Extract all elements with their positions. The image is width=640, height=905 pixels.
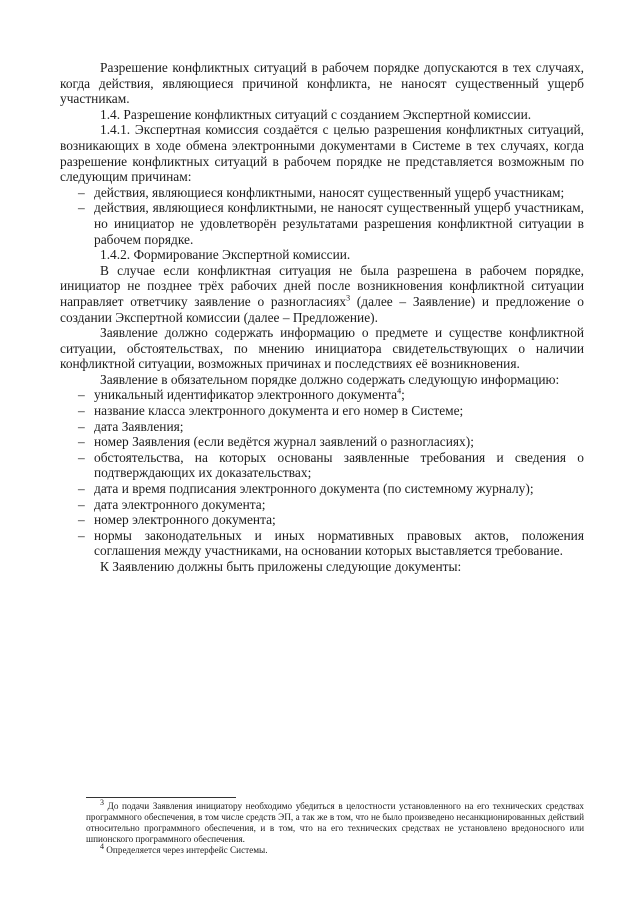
footnote-4 — [86, 841, 584, 856]
paragraph-required-info: Заявление в обязательном порядке должно содержать следующую информацию: — [100, 371, 560, 387]
list-item: – действия, являющиеся конфликтными, наносят существенный ущерб участникам; — [60, 185, 584, 201]
paragraph-conflict-unresolved — [60, 263, 584, 325]
footnote-mark: 3 — [100, 797, 104, 807]
list-item: – номер Заявления (если ведётся журнал заявлений о разногласиях); — [60, 434, 584, 450]
section-heading-1-4: 1.4. Разрешение конфликтных ситуаций с созданием Экспертной комиссии. — [100, 106, 532, 122]
section-heading-1-4-2: 1.4.2. Формирование Экспертной комиссии. — [100, 247, 351, 263]
list-item: – дата электронного документа; — [60, 497, 584, 513]
list-item: – дата Заявления; — [60, 419, 584, 435]
paragraph-working-order: Разрешение конфликтных ситуаций в рабочем порядке допускаются в тех случаях, когда действия, являющиеся причиной конфликта, не наносят существенный ущерб участникам. — [60, 60, 584, 107]
paragraph-attachments: К Заявлению должны быть приложены следующие документы: — [100, 559, 462, 574]
text-run: (далее – Заявление) и предложение о создании Экспертной комиссии (далее – Предложение). — [60, 293, 584, 325]
footnote-ref-4: 4 — [397, 387, 402, 396]
footnotes — [86, 797, 584, 856]
paragraph-1-4-1: 1.4.1. Экспертная комиссия создаётся с целью разрешения конфликтных ситуаций, возникающих в ходе обмена электронными документами в Системе в тех случаях, когда разрешение конфликтных ситуаций в рабочем порядке не представляется возможным по следующим причинам: — [60, 122, 584, 185]
text-run: ; — [401, 387, 405, 403]
footnote-text: Определяется через интерфейс Системы. — [104, 845, 268, 855]
footnote-text: До подачи Заявления инициатору необходимо убедиться в целостности установленного на его технических средствах программного обеспечения, в том числе средств ЭП, а так же в том, что не было произведено несанкционированных действий относительно программного обеспечения, и в том, что на его технических средствах не установлено вредоносного или шпионского программного обеспечения. — [86, 801, 584, 844]
paragraph-statement-content: Заявление должно содержать информацию о предмете и существе конфликтной ситуации, обстоятельствах, по мнению инициатора свидетельствующих о наличии конфликтной ситуации, возможных причинах и последствиях её возникновения. — [60, 325, 584, 372]
footnote-mark: 4 — [100, 841, 104, 851]
list-item — [60, 387, 584, 403]
list-item: – номер электронного документа; — [60, 512, 584, 528]
list-item: – дата и время подписания электронного документа (по системному журналу); — [60, 481, 584, 497]
list-item: – нормы законодательных и иных нормативных правовых актов, положения соглашения между участниками, на основании которых выставляется требование. — [60, 528, 584, 559]
text-run: уникальный идентификатор электронного документа — [94, 387, 398, 403]
list-item: – действия, являющиеся конфликтными, не наносят существенный ущерб участникам, но инициатор не удовлетворён результатами разрешения конфликтной ситуации в рабочем порядке. — [60, 200, 584, 247]
footnote-3 — [86, 797, 584, 845]
required-info-list — [60, 387, 584, 559]
reasons-list — [60, 185, 584, 247]
list-item: – название класса электронного документа и его номер в Системе; — [60, 403, 584, 419]
text-run: В случае если конфликтная ситуация не была разрешена в рабочем порядке, инициатор не позднее трёх рабочих дней после возникновения конфликтной ситуации направляет ответчику заявление о разногласиях — [60, 262, 584, 309]
list-item: – обстоятельства, на которых основаны заявленные требования и сведения о подтверждающих их доказательствах; — [60, 450, 584, 481]
footnote-ref-3: 3 — [346, 293, 351, 303]
footnote-divider — [86, 797, 236, 798]
